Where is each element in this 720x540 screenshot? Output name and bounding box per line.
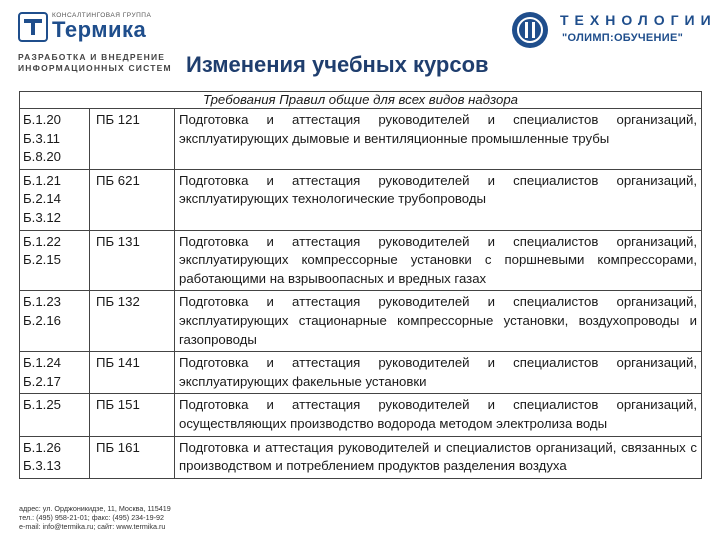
course-code: Б.2.17: [23, 373, 61, 389]
course-code: Б.1.21: [23, 172, 61, 188]
footer-phone: тел.: (495) 958-21-01; факс: (495) 234-19-92: [19, 513, 164, 522]
table-row: [20, 436, 702, 478]
company-subtitle-line1: РАЗРАБОТКА И ВНЕДРЕНИЕ: [18, 52, 166, 62]
course-code: Б.1.26: [23, 439, 61, 455]
course-code: Б.1.22: [23, 233, 61, 249]
course-code: Б.1.24: [23, 355, 61, 371]
olimp-logo: [510, 6, 717, 58]
table-row: [20, 291, 702, 352]
company-tagline: КОНСАЛТИНГОВАЯ ГРУППА: [52, 12, 152, 19]
table-header-row: [20, 92, 702, 109]
footer-address: адрес: ул. Орджоникидзе, 11, Москва, 115419: [19, 504, 171, 513]
course-description-cell: Подготовка и аттестация руководителей и специалистов организаций, связанных с производством и потреблением продуктов разделения воздуха: [175, 436, 702, 478]
table-header: Требования Правил общие для всех видов надзора: [20, 92, 702, 109]
course-code: Б.1.23: [23, 294, 61, 310]
rule-code-cell: ПБ 141: [90, 352, 175, 394]
company-subtitle-line2: ИНФОРМАЦИОННЫХ СИСТЕМ: [18, 63, 172, 73]
table-row: [20, 352, 702, 394]
partner-name-line1: ТЕХНОЛОГИИ: [560, 12, 717, 28]
course-codes-cell: [20, 291, 90, 352]
course-description-cell: Подготовка и аттестация руководителей и специалистов организаций, эксплуатирующих факельные установки: [175, 352, 702, 394]
table-body: [20, 109, 702, 479]
course-description-cell: Подготовка и аттестация руководителей и специалистов организаций, эксплуатирующих компрессорные установки с поршневыми компрессорами, работающими на взрывоопасных и вредных газах: [175, 230, 702, 291]
table-row: [20, 169, 702, 230]
page-title: Изменения учебных курсов: [186, 52, 489, 77]
course-code: Б.2.15: [23, 252, 61, 268]
course-code: Б.8.20: [23, 149, 61, 165]
partner-name-line2: "ОЛИМП:ОБУЧЕНИЕ": [562, 32, 684, 44]
course-description-cell: Подготовка и аттестация руководителей и специалистов организаций, осуществляющих производство водорода методом электролиза воды: [175, 394, 702, 436]
contact-footer: [19, 504, 171, 531]
course-codes-cell: [20, 394, 90, 436]
company-subtitle: [18, 52, 198, 74]
termika-logo-icon: [18, 12, 48, 42]
company-name: Термика: [52, 17, 147, 42]
course-code: Б.3.13: [23, 458, 61, 474]
rule-code-cell: ПБ 151: [90, 394, 175, 436]
course-code: Б.1.20: [23, 112, 61, 127]
course-codes-cell: [20, 230, 90, 291]
footer-email: e-mail: info@termika.ru; сайт: www.termika.ru: [19, 522, 166, 531]
course-description-cell: Подготовка и аттестация руководителей и специалистов организаций, эксплуатирующих дымовые и вентиляционные промышленные трубы: [175, 109, 702, 170]
olimp-logo-icon: [510, 10, 550, 50]
course-code: Б.3.11: [23, 130, 61, 146]
course-code: Б.3.12: [23, 209, 61, 225]
table-row: [20, 230, 702, 291]
rule-code-cell: ПБ 621: [90, 169, 175, 230]
course-code: Б.1.25: [23, 397, 61, 413]
courses-table: [19, 91, 702, 479]
table-row: [20, 109, 702, 170]
rule-code-cell: ПБ 121: [90, 109, 175, 170]
table-row: [20, 394, 702, 436]
rule-code-cell: ПБ 132: [90, 291, 175, 352]
rule-code-cell: ПБ 131: [90, 230, 175, 291]
course-description-cell: Подготовка и аттестация руководителей и специалистов организаций, эксплуатирующих стационарные компрессорные установки, воздухопроводы и газопроводы: [175, 291, 702, 352]
termika-logo: [18, 10, 178, 42]
course-codes-cell: [20, 109, 90, 170]
course-code: Б.2.14: [23, 191, 61, 207]
course-codes-cell: [20, 352, 90, 394]
rule-code-cell: ПБ 161: [90, 436, 175, 478]
course-description-cell: Подготовка и аттестация руководителей и специалистов организаций, эксплуатирующих технологические трубопроводы: [175, 169, 702, 230]
course-codes-cell: [20, 436, 90, 478]
course-codes-cell: [20, 169, 90, 230]
course-code: Б.2.16: [23, 312, 61, 328]
